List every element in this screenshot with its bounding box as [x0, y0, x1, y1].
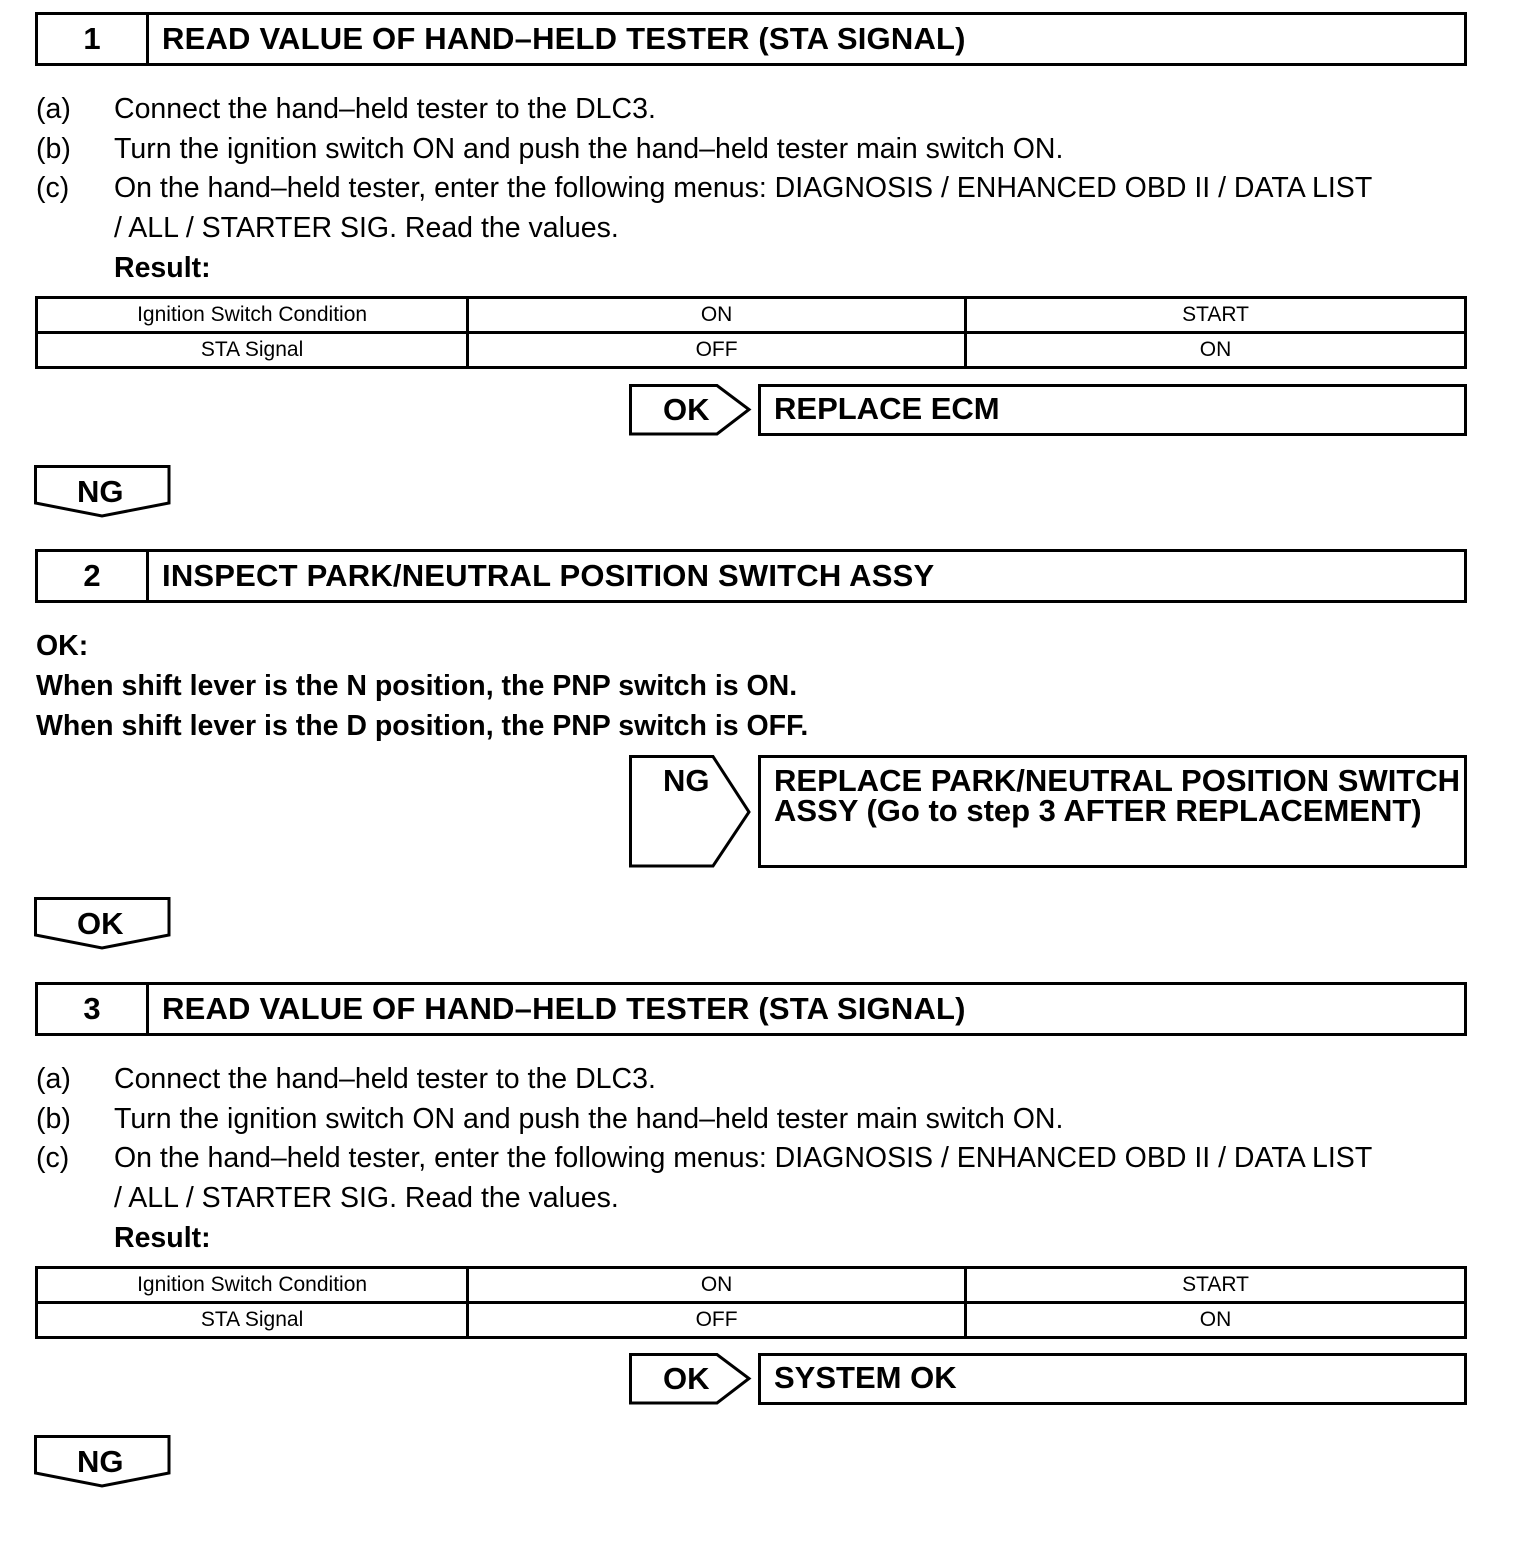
table-cell: OFF	[468, 333, 966, 368]
table-cell: STA Signal	[37, 1303, 468, 1338]
branch-label: OK	[663, 1361, 710, 1396]
table-row	[37, 298, 1466, 333]
step-number: 1	[38, 15, 149, 63]
step-title: READ VALUE OF HAND–HELD TESTER (STA SIGNAL)	[162, 991, 966, 1026]
down-label: OK	[77, 906, 124, 941]
table-cell: OFF	[468, 1303, 966, 1338]
result-table	[35, 1266, 1467, 1339]
table-cell: Ignition Switch Condition	[37, 298, 468, 333]
criteria-label: OK:	[36, 630, 89, 662]
branch-action-line: REPLACE PARK/NEUTRAL POSITION SWITCH	[774, 763, 1461, 798]
step-title: READ VALUE OF HAND–HELD TESTER (STA SIGNAL)	[162, 21, 966, 56]
table-row	[37, 1303, 1466, 1338]
table-cell: ON	[468, 1268, 966, 1303]
step-1-header	[35, 12, 1467, 66]
table-cell: ON	[468, 298, 966, 333]
branch-action-box	[758, 384, 1467, 436]
procedure-text: Turn the ignition switch ON and push the hand–held tester main switch ON.	[114, 1103, 1064, 1135]
branch-action: REPLACE ECM	[774, 391, 1000, 426]
down-label: NG	[77, 474, 124, 509]
table-cell: STA Signal	[37, 333, 468, 368]
down-label: NG	[77, 1444, 124, 1479]
branch-action: SYSTEM OK	[774, 1360, 957, 1395]
branch-action-box	[758, 755, 1467, 868]
procedure-text: Connect the hand–held tester to the DLC3.	[114, 1063, 656, 1095]
table-cell: Ignition Switch Condition	[37, 1268, 468, 1303]
procedure-marker: (b)	[36, 133, 71, 165]
criteria-line: When shift lever is the D position, the PNP switch is OFF.	[36, 710, 809, 742]
table-cell: ON	[966, 333, 1466, 368]
table-cell: START	[966, 298, 1466, 333]
procedure-marker: (c)	[36, 172, 70, 204]
step-2-header	[35, 549, 1467, 603]
procedure-marker: (a)	[36, 93, 71, 125]
step-number: 3	[38, 985, 149, 1033]
table-row	[37, 1268, 1466, 1303]
step-number: 2	[38, 552, 149, 600]
step-3-header	[35, 982, 1467, 1036]
procedure-text: Turn the ignition switch ON and push the hand–held tester main switch ON.	[114, 133, 1064, 165]
procedure-text-continuation: / ALL / STARTER SIG. Read the values.	[114, 1182, 619, 1214]
result-table	[35, 296, 1467, 369]
result-label: Result:	[114, 1222, 211, 1254]
step-title: INSPECT PARK/NEUTRAL POSITION SWITCH ASSY	[162, 558, 935, 593]
procedure-text: On the hand–held tester, enter the following menus: DIAGNOSIS / ENHANCED OBD II / DATA LIST	[114, 1142, 1373, 1174]
branch-action-line: ASSY (Go to step 3 AFTER REPLACEMENT)	[774, 793, 1422, 828]
procedure-marker: (b)	[36, 1103, 71, 1135]
procedure-text: Connect the hand–held tester to the DLC3.	[114, 93, 656, 125]
branch-label: NG	[663, 763, 710, 798]
procedure-text: On the hand–held tester, enter the following menus: DIAGNOSIS / ENHANCED OBD II / DATA LIST	[114, 172, 1373, 204]
table-cell: ON	[966, 1303, 1466, 1338]
table-row	[37, 333, 1466, 368]
table-cell: START	[966, 1268, 1466, 1303]
criteria-line: When shift lever is the N position, the PNP switch is ON.	[36, 670, 798, 702]
branch-action-box	[758, 1353, 1467, 1405]
procedure-marker: (a)	[36, 1063, 71, 1095]
procedure-text-continuation: / ALL / STARTER SIG. Read the values.	[114, 212, 619, 244]
procedure-marker: (c)	[36, 1142, 70, 1174]
result-label: Result:	[114, 252, 211, 284]
branch-label: OK	[663, 392, 710, 427]
